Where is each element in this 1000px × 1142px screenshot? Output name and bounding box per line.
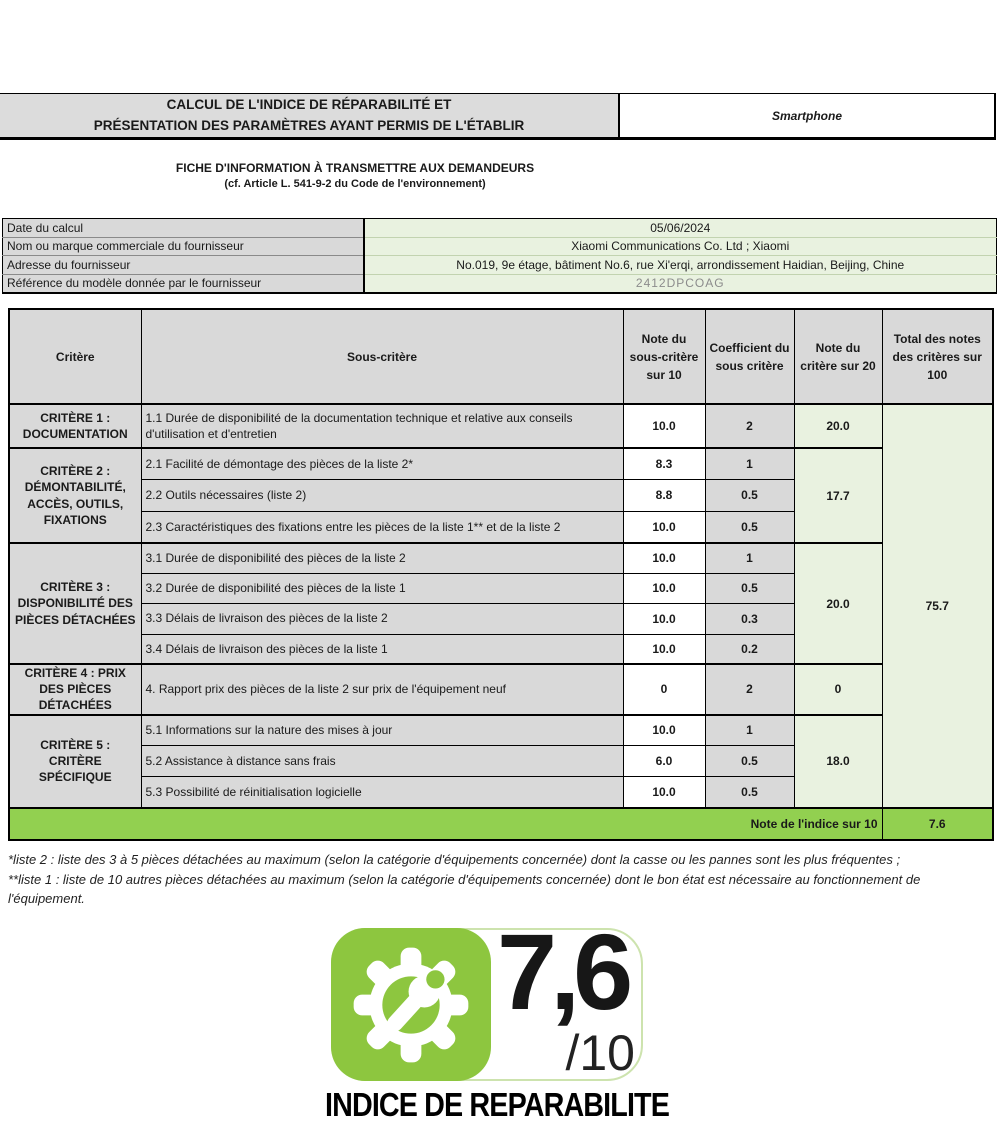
repairability-badge (331, 911, 643, 1081)
table-header-row (9, 309, 993, 404)
fiche-subtitle-line1: FICHE D'INFORMATION À TRANSMETTRE AUX DEMANDEURS (175, 161, 535, 175)
note10-2-1: 8.3 (623, 448, 705, 479)
coef-2-1: 1 (705, 448, 794, 479)
footnotes (8, 850, 966, 909)
final-score-row (9, 808, 993, 840)
criterion-4-name: CRITÈRE 4 : PRIX DES PIÈCES DÉTACHÉES (9, 664, 141, 715)
subcriterion-2-2: 2.2 Outils nécessaires (liste 2) (141, 479, 623, 511)
col-header-sous-critere: Sous-critère (141, 309, 623, 404)
note10-5-3: 10.0 (623, 777, 705, 808)
info-value-supplier-name: Xiaomi Communications Co. Ltd ; Xiaomi (364, 237, 997, 256)
subcriterion-1-1: 1.1 Durée de disponibilité de la documentation technique et relative aux conseils d'utilisation et d'entretien (141, 404, 623, 448)
fiche-subtitle-line2: (cf. Article L. 541-9-2 du Code de l'environnement) (224, 178, 486, 190)
subcriterion-3-3: 3.3 Délais de livraison des pièces de la liste 2 (141, 603, 623, 634)
coef-5-1: 1 (705, 715, 794, 746)
supplier-info-table (2, 218, 997, 294)
note10-1-1: 10.0 (623, 404, 705, 448)
coef-3-2: 0.5 (705, 573, 794, 603)
note10-3-2: 10.0 (623, 573, 705, 603)
criteria-score-table (8, 308, 994, 841)
total-score-100: 75.7 (882, 404, 993, 808)
info-label-supplier-address: Adresse du fournisseur (3, 256, 364, 275)
product-category: Smartphone (771, 108, 842, 123)
subcriterion-2-3: 2.3 Caractéristiques des fixations entre les pièces de la liste 1** et de la liste 2 (141, 511, 623, 543)
product-category-box (618, 94, 996, 137)
info-value-supplier-address: No.019, 9e étage, bâtiment No.6, rue Xi'erqi, arrondissement Haidian, Beijing, Chine (364, 256, 997, 275)
coef-2-2: 0.5 (705, 479, 794, 511)
table-row (3, 219, 997, 238)
note20-criterion-1: 20.0 (794, 404, 882, 448)
fiche-subtitle (0, 161, 710, 190)
document-title-line1: CALCUL DE L'INDICE DE RÉPARABILITÉ ET (166, 96, 452, 112)
coef-5-2: 0.5 (705, 746, 794, 777)
note20-criterion-3: 20.0 (794, 543, 882, 664)
col-header-total100: Total des notes des critères sur 100 (882, 309, 993, 404)
col-header-note20: Note du critère sur 20 (794, 309, 882, 404)
subcriterion-5-1: 5.1 Informations sur la nature des mises à jour (141, 715, 623, 746)
criterion-5-name: CRITÈRE 5 : CRITÈRE SPÉCIFIQUE (9, 715, 141, 808)
footnote-liste1: **liste 1 : liste de 10 autres pièces détachées au maximum (selon la catégorie d'équipements concernée) dont le bon état est nécessaire au fonctionnement de l'équipement. (8, 871, 921, 906)
col-header-coefficient: Coefficient du sous critère (705, 309, 794, 404)
table-row (3, 256, 997, 275)
info-label-supplier-name: Nom ou marque commerciale du fournisseur (3, 237, 364, 256)
note10-3-1: 10.0 (623, 543, 705, 573)
coef-2-3: 0.5 (705, 511, 794, 543)
criterion-1-name: CRITÈRE 1 : DOCUMENTATION (9, 404, 141, 448)
table-row (9, 664, 993, 715)
note10-2-2: 8.8 (623, 479, 705, 511)
badge-green-square (331, 928, 491, 1081)
table-row (3, 274, 997, 293)
badge-score: 7,6 (497, 911, 627, 1032)
badge-caption: INDICE DE REPARABILITE (324, 1086, 670, 1123)
note10-2-3: 10.0 (623, 511, 705, 543)
document-title (0, 94, 618, 137)
note10-5-2: 6.0 (623, 746, 705, 777)
col-header-note10: Note du sous-critère sur 10 (623, 309, 705, 404)
info-value-date: 05/06/2024 (364, 219, 997, 238)
note20-criterion-4: 0 (794, 664, 882, 715)
note10-3-4: 10.0 (623, 634, 705, 664)
subcriterion-2-1: 2.1 Facilité de démontage des pièces de la liste 2* (141, 448, 623, 479)
coef-3-3: 0.3 (705, 603, 794, 634)
table-row (9, 404, 993, 448)
note10-4: 0 (623, 664, 705, 715)
subcriterion-3-2: 3.2 Durée de disponibilité des pièces de la liste 1 (141, 573, 623, 603)
subcriterion-3-4: 3.4 Délais de livraison des pièces de la liste 1 (141, 634, 623, 664)
info-value-model-reference: 2412DPCOAG (364, 274, 997, 293)
coef-3-4: 0.2 (705, 634, 794, 664)
coef-4: 2 (705, 664, 794, 715)
info-label-model-reference: Référence du modèle donnée par le fournisseur (3, 274, 364, 293)
footnote-liste2: *liste 2 : liste des 3 à 5 pièces détachées au maximum (selon la catégorie d'équipements concernée) dont la casse ou les pannes sont les plus fréquentes ; (8, 852, 901, 867)
coef-3-1: 1 (705, 543, 794, 573)
document-header (0, 93, 996, 140)
note10-5-1: 10.0 (623, 715, 705, 746)
table-row (9, 715, 993, 746)
badge-denominator: /10 (565, 1025, 635, 1081)
gear-wrench-icon (350, 944, 472, 1066)
note10-3-3: 10.0 (623, 603, 705, 634)
criterion-2-name: CRITÈRE 2 : DÉMONTABILITÉ, ACCÈS, OUTILS, FIXATIONS (9, 448, 141, 543)
subcriterion-5-3: 5.3 Possibilité de réinitialisation logicielle (141, 777, 623, 808)
info-label-date: Date du calcul (3, 219, 364, 238)
note20-criterion-5: 18.0 (794, 715, 882, 808)
table-row (9, 448, 993, 479)
coef-5-3: 0.5 (705, 777, 794, 808)
coef-1-1: 2 (705, 404, 794, 448)
subcriterion-3-1: 3.1 Durée de disponibilité des pièces de la liste 2 (141, 543, 623, 573)
final-score-label: Note de l'indice sur 10 (9, 808, 882, 840)
final-score-value: 7.6 (882, 808, 993, 840)
subcriterion-4: 4. Rapport prix des pièces de la liste 2 sur prix de l'équipement neuf (141, 664, 623, 715)
criterion-3-name: CRITÈRE 3 : DISPONIBILITÉ DES PIÈCES DÉTACHÉES (9, 543, 141, 664)
col-header-critere: Critère (9, 309, 141, 404)
document-title-line2: PRÉSENTATION DES PARAMÈTRES AYANT PERMIS DE L'ÉTABLIR (93, 117, 525, 133)
table-row (9, 543, 993, 573)
subcriterion-5-2: 5.2 Assistance à distance sans frais (141, 746, 623, 777)
note20-criterion-2: 17.7 (794, 448, 882, 543)
table-row (3, 237, 997, 256)
